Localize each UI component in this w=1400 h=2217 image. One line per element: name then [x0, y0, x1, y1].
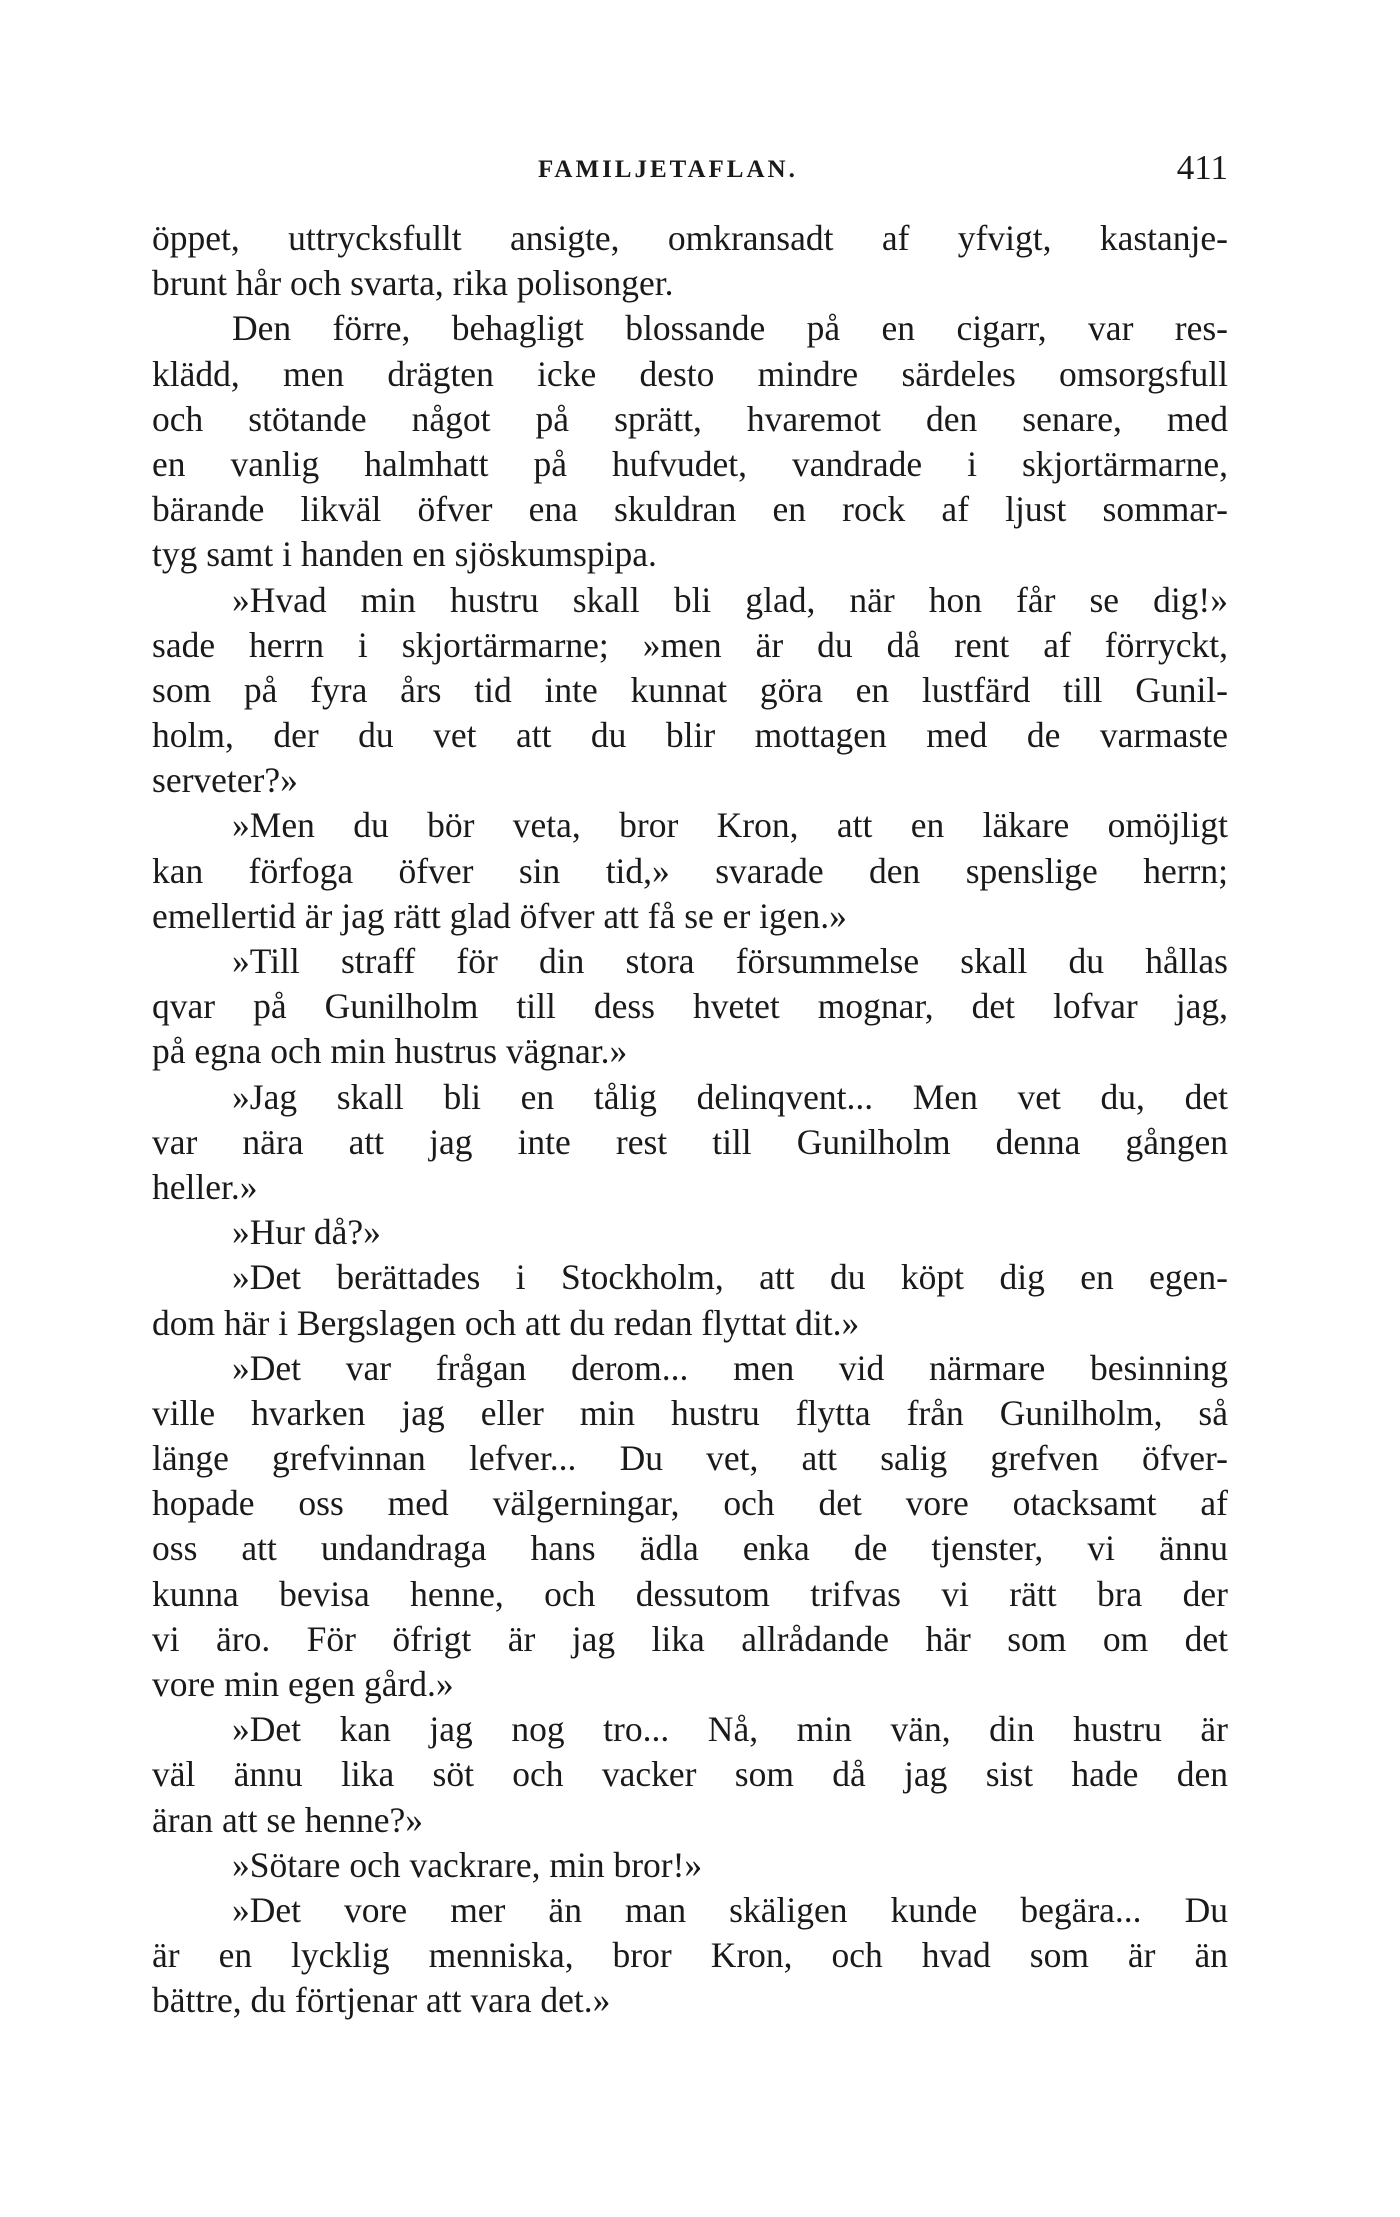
text-line: »Hvad min hustru skall bli glad, när hon får se dig!» — [232, 579, 1228, 620]
text-line: var nära att jag inte rest till Gunilholm denna gången — [152, 1121, 1228, 1162]
text-line: »Till straff för din stora försummelse skall du hållas — [232, 941, 1228, 981]
text-line: hopade oss med välgerningar, och det vore otacksamt af — [152, 1483, 1228, 1524]
text-line: vore min egen gård.» — [152, 1664, 454, 1704]
text-line: holm, der du vet att du blir mottagen med de varmaste — [152, 715, 1228, 756]
text-line: »Det vore mer än man skäligen kunde begära... Du — [232, 1889, 1228, 1930]
text-line: bärande likväl öfver ena skuldran en rock af ljust sommar- — [152, 489, 1228, 530]
text-line: sade herrn i skjortärmarne; »men är du då rent af förryckt, — [152, 624, 1228, 665]
text-line: väl ännu lika söt och vacker som då jag sist hade den — [152, 1754, 1228, 1795]
text-line: qvar på Gunilholm till dess hvetet mognar, det lofvar jag, — [152, 986, 1228, 1027]
text-line: och stötande något på sprätt, hvaremot den senare, med — [152, 398, 1228, 439]
text-line: länge grefvinnan lefver... Du vet, att salig grefven öfver- — [152, 1438, 1228, 1479]
text-line: är en lycklig menniska, bror Kron, och hvad som är än — [152, 1935, 1228, 1976]
text-line: kunna bevisa henne, och dessutom trifvas vi rätt bra der — [152, 1573, 1228, 1614]
text-line: ville hvarken jag eller min hustru flytta från Gunilholm, så — [152, 1392, 1228, 1433]
text-line: »Det var frågan derom... men vid närmare besinning — [232, 1347, 1228, 1388]
text-line: emellertid är jag rätt glad öfver att få se er igen.» — [152, 895, 847, 936]
text-line: bättre, du förtjenar att vara det.» — [152, 1980, 611, 2021]
page-number: 411 — [1176, 148, 1228, 187]
text-line: brunt hår och svarta, rika polisonger. — [152, 263, 674, 304]
text-line: klädd, men drägten icke desto mindre särdeles omsorgsfull — [152, 353, 1228, 394]
text-line: »Jag skall bli en tålig delinqvent... Men vet du, det — [232, 1076, 1228, 1117]
text-line: »Det berättades i Stockholm, att du köpt dig en egen- — [232, 1257, 1228, 1298]
running-title: FAMILJETAFLAN. — [538, 156, 798, 183]
text-line: en vanlig halmhatt på hufvudet, vandrade i skjortärmarne, — [152, 443, 1228, 484]
text-line: serveter?» — [152, 760, 298, 801]
text-line: »Hur då?» — [232, 1212, 381, 1253]
text-line: »Det kan jag nog tro... Nå, min vän, din hustru är — [232, 1709, 1228, 1750]
text-line: kan förfoga öfver sin tid,» svarade den spenslige herrn; — [152, 850, 1228, 891]
body-text — [152, 216, 1228, 2024]
text-line: äran att se henne?» — [152, 1799, 424, 1840]
text-line: vi äro. För öfrigt är jag lika allrådande här som om det — [152, 1618, 1228, 1659]
running-head — [152, 148, 1228, 192]
text-line: öppet, uttrycksfullt ansigte, omkransadt af yfvigt, kastanje- — [152, 218, 1228, 258]
text-line: Den förre, behagligt blossande på en cigarr, var res- — [232, 308, 1228, 349]
text-line: dom här i Bergslagen och att du redan flyttat dit.» — [152, 1302, 860, 1343]
text-line: »Sötare och vackrare, min bror!» — [232, 1844, 703, 1885]
text-line: som på fyra års tid inte kunnat göra en lustfärd till Gunil- — [152, 669, 1228, 710]
text-line: tyg samt i handen en sjöskumspipa. — [152, 534, 657, 575]
text-line: »Men du bör veta, bror Kron, att en läkare omöjligt — [232, 805, 1228, 846]
text-line: oss att undandraga hans ädla enka de tjenster, vi ännu — [152, 1528, 1228, 1569]
text-line: på egna och min hustrus vägnar.» — [152, 1031, 628, 1072]
text-line: heller.» — [152, 1166, 258, 1207]
